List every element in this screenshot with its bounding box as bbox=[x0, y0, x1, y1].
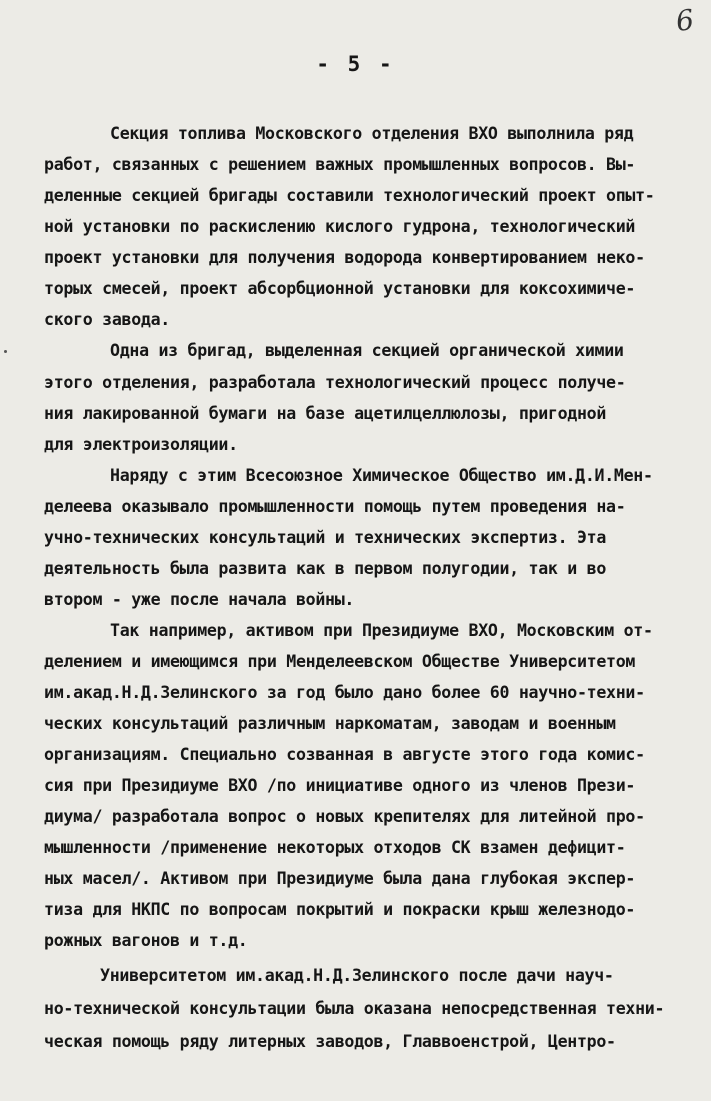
text-line: делением и имеющимся при Менделеевском Обществе Университетом bbox=[44, 652, 636, 671]
text-line: Наряду с этим Всесоюзное Химическое Общество им.Д.И.Мен- bbox=[110, 466, 653, 485]
text-line: Так например, активом при Президиуме ВХО, Московским от- bbox=[110, 621, 653, 640]
text-line: этого отделения, разработала технологический процесс получе- bbox=[44, 373, 626, 392]
text-line: тиза для НКПС по вопросам покрытий и покраски крыш железнодо- bbox=[44, 900, 636, 919]
text-line: проект установки для получения водорода конвертированием неко- bbox=[44, 248, 645, 267]
text-line: Одна из бригад, выделенная секцией органической химии bbox=[110, 341, 624, 360]
text-line: деленные секцией бригады составили технологический проект опыт- bbox=[44, 186, 655, 205]
text-line: для электроизоляции. bbox=[44, 435, 238, 454]
text-line: диума/ разработала вопрос о новых крепителях для литейной про- bbox=[44, 807, 645, 826]
text-line: втором - уже после начала войны. bbox=[44, 590, 355, 609]
text-line: ных масел/. Активом при Президиуме была дана глубокая экспер- bbox=[44, 869, 636, 888]
text-line: ского завода. bbox=[44, 310, 170, 329]
text-line: работ, связанных с решением важных промышленных вопросов. Вы- bbox=[44, 155, 636, 174]
handwritten-page-number: 6 bbox=[673, 2, 697, 39]
text-line: ной установки по раскислению кислого гудрона, технологический bbox=[44, 217, 636, 236]
margin-mark bbox=[4, 350, 7, 353]
text-line: но-технической консультации была оказана непосредственная техни- bbox=[44, 999, 665, 1018]
text-line: ния лакированной бумаги на базе ацетилцеллюлозы, пригодной bbox=[44, 404, 607, 423]
page-number: - 5 - bbox=[316, 52, 395, 76]
text-line: Секция топлива Московского отделения ВХО выполнила ряд bbox=[110, 124, 634, 143]
text-line: деятельность была развита как в первом полугодии, так и во bbox=[44, 559, 607, 578]
text-line: учно-технических консультаций и технических экспертиз. Эта bbox=[44, 528, 607, 547]
text-line: ческая помощь ряду литерных заводов, Главвоенстрой, Центро- bbox=[44, 1032, 616, 1051]
text-line: ческих консультаций различным наркоматам, заводам и военным bbox=[44, 714, 616, 733]
text-line: рожных вагонов и т.д. bbox=[44, 931, 248, 950]
text-line: им.акад.Н.Д.Зелинского за год было дано более 60 научно-техни- bbox=[44, 683, 645, 702]
text-line: организациям. Специально созванная в августе этого года комис- bbox=[44, 745, 645, 764]
text-line: торых смесей, проект абсорбционной установки для коксохимиче- bbox=[44, 279, 636, 298]
text-line: мышленности /применение некоторых отходов СК взамен дефицит- bbox=[44, 838, 626, 857]
text-line: сия при Президиуме ВХО /по инициативе одного из членов Прези- bbox=[44, 776, 636, 795]
text-line: Университетом им.акад.Н.Д.Зелинского после дачи науч- bbox=[100, 966, 614, 985]
text-line: делеева оказывало промышленности помощь путем проведения на- bbox=[44, 497, 626, 516]
